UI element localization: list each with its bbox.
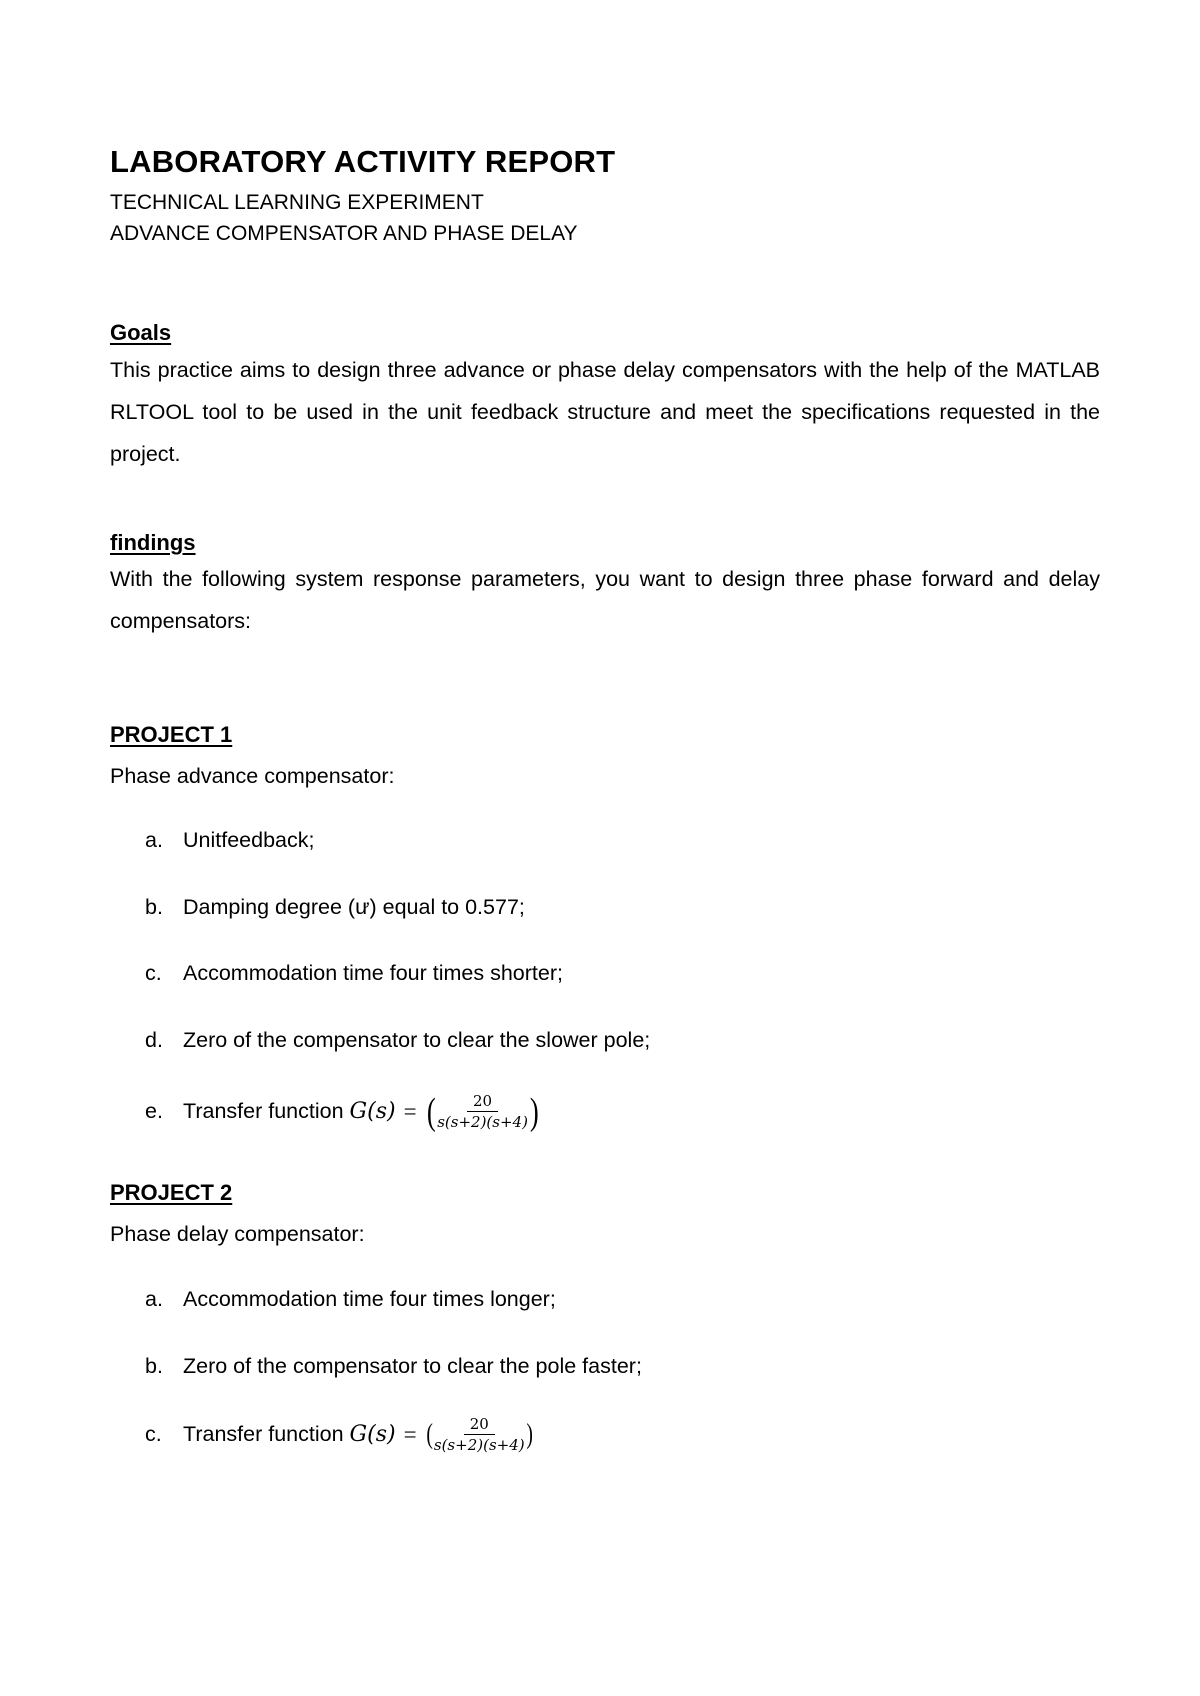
- project2-list-item: [145, 1287, 556, 1312]
- findings-paragraph: With the following system response parameters, you want to design three phase forward and delay compensators:: [110, 567, 1100, 633]
- formula-equals: =: [403, 1098, 417, 1124]
- list-marker: a.: [145, 828, 163, 852]
- list-item-text: Damping degree (ư) equal to 0.577;: [183, 895, 525, 919]
- list-item-text: Unitfeedback;: [183, 828, 315, 852]
- project1-list-item: [145, 1092, 541, 1131]
- formula-open-paren: (: [426, 1090, 436, 1133]
- findings-heading: findings: [110, 530, 196, 555]
- report-title: LABORATORY ACTIVITY REPORT: [110, 144, 616, 179]
- list-marker: e.: [145, 1099, 163, 1123]
- project1-list-item: [145, 828, 314, 853]
- list-marker: b.: [145, 1354, 163, 1378]
- list-item-text: Transfer function: [183, 1422, 344, 1446]
- list-marker: d.: [145, 1028, 163, 1052]
- project2-list-item: [145, 1415, 534, 1454]
- project2-list-item: [145, 1354, 642, 1379]
- transfer-function-formula: [425, 1415, 534, 1454]
- formula-close-paren: ): [526, 1418, 533, 1450]
- formula-numerator: 20: [464, 1415, 495, 1435]
- project1-list-item: [145, 895, 525, 920]
- formula-fraction: [437, 1092, 528, 1131]
- project1-list-item: [145, 961, 563, 986]
- project1-list-item: [145, 1028, 650, 1053]
- goals-heading: Goals: [110, 320, 172, 345]
- list-marker: b.: [145, 895, 163, 919]
- transfer-function-formula: [425, 1092, 541, 1131]
- formula-fraction: [434, 1415, 525, 1454]
- project2-intro: Phase delay compensator:: [110, 1222, 365, 1246]
- formula-lhs: G(s): [349, 1099, 396, 1124]
- list-item-text: Zero of the compensator to clear the pole faster;: [183, 1354, 642, 1378]
- project1-heading: PROJECT 1: [110, 722, 233, 747]
- list-marker: c.: [145, 1422, 162, 1446]
- report-subtitle-experiment: TECHNICAL LEARNING EXPERIMENT: [110, 191, 484, 214]
- project1-intro: Phase advance compensator:: [110, 764, 395, 788]
- formula-close-paren: ): [529, 1090, 539, 1133]
- formula-lhs: G(s): [349, 1422, 396, 1447]
- report-subtitle-topic: ADVANCE COMPENSATOR AND PHASE DELAY: [110, 222, 578, 245]
- formula-numerator: 20: [467, 1092, 498, 1112]
- list-item-text: Transfer function: [183, 1099, 344, 1123]
- goals-paragraph: This practice aims to design three advance or phase delay compensators with the help of the MATLAB RLTOOL tool to be used in the unit feedback structure and meet the specifications requested in the project.: [110, 358, 1100, 466]
- list-marker: c.: [145, 961, 162, 985]
- list-item-text: Accommodation time four times longer;: [183, 1287, 556, 1311]
- list-item-text: Zero of the compensator to clear the slower pole;: [183, 1028, 651, 1052]
- list-marker: a.: [145, 1287, 163, 1311]
- project2-heading: PROJECT 2: [110, 1180, 233, 1205]
- list-item-text: Accommodation time four times shorter;: [183, 961, 563, 985]
- formula-denominator: s(s+2)(s+4): [437, 1113, 528, 1131]
- formula-open-paren: (: [425, 1418, 433, 1450]
- document-page: [110, 0, 1100, 1696]
- formula-denominator: s(s+2)(s+4): [433, 1436, 525, 1454]
- formula-equals: =: [403, 1421, 417, 1447]
